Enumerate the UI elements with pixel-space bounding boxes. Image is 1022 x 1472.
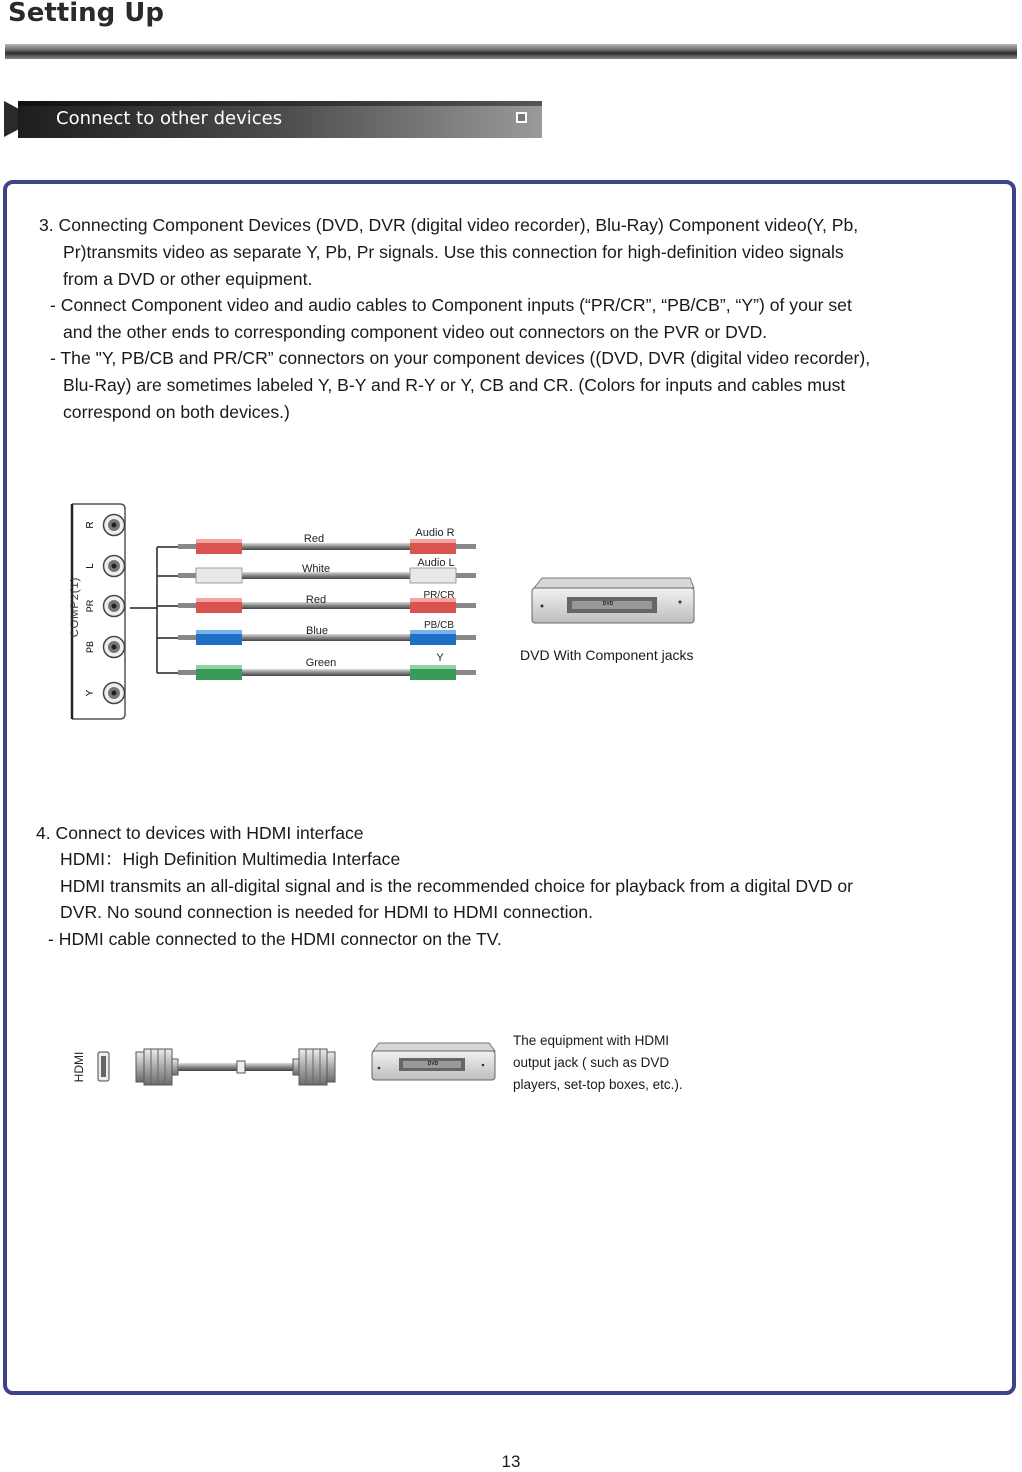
jack-label-pb: PB: [85, 640, 95, 654]
cable-end-label: PR/CR: [423, 590, 455, 601]
hdmi-heading: 4. Connect to devices with HDMI interface: [36, 823, 364, 843]
title-divider-bar: [5, 44, 1017, 59]
component-text-line: from a DVD or other equipment.: [63, 269, 313, 289]
jack-r: [104, 515, 125, 536]
banner-square-icon: [516, 112, 527, 123]
component-connection-diagram: [60, 498, 740, 724]
section-title: Connect to other devices: [56, 108, 283, 129]
hdmi-device-caption-line: The equipment with HDMI: [513, 1033, 670, 1048]
cable-red-audio: [178, 539, 476, 554]
jack-pb: [104, 637, 125, 658]
jack-label-r: R: [85, 521, 96, 529]
section-banner: [4, 101, 542, 138]
jack-label-pr: PR: [85, 599, 95, 613]
component-text-line: and the other ends to corresponding component video out connectors on the PVR or DVD.: [63, 322, 768, 342]
dvd-logo: DVD: [602, 601, 614, 607]
cable-end-label: Audio R: [415, 527, 455, 539]
cable-end-label: Audio L: [417, 557, 455, 569]
component-text-line: Pr)transmits video as separate Y, Pb, Pr signals. Use this connection for high-definition video signals: [63, 242, 844, 262]
panel-label: COMP2(1): [69, 576, 81, 638]
connection-bracket: [130, 547, 182, 673]
jack-l: [104, 556, 125, 577]
component-bullet: - The "Y, PB/CB and PR/CR” connectors on your component devices ((DVD, DVR (digital video recorder),: [50, 348, 871, 368]
cable-label: Red: [303, 533, 325, 545]
hdmi-cable-illustration: [136, 1049, 335, 1085]
dvd-caption: DVD With Component jacks: [520, 647, 694, 663]
hdmi-device-caption-line: players, set-top boxes, etc.).: [513, 1077, 683, 1092]
jack-label-l: L: [85, 563, 96, 569]
jack-pr: [104, 596, 125, 617]
hdmi-text-line: HDMI：High Definition Multimedia Interface: [60, 849, 401, 869]
hdmi-port-icon: [98, 1052, 109, 1081]
component-text-line: Blu-Ray) are sometimes labeled Y, B-Y and R-Y or Y, CB and CR. (Colors for inputs and cables must: [63, 375, 846, 395]
hdmi-port-label: HDMI: [72, 1051, 86, 1083]
cable-end-label: Y: [436, 652, 444, 664]
component-heading: 3. Connecting Component Devices (DVD, DVR (digital video recorder), Blu-Ray) Component video(Y, Pb,: [39, 215, 859, 235]
jack-y: [104, 683, 125, 704]
hdmi-device-caption-line: output jack ( such as DVD: [513, 1055, 670, 1070]
component-bullet: - Connect Component video and audio cables to Component inputs (“PR/CR”, “PB/CB”, “Y”) of your set: [50, 295, 852, 315]
hdmi-connection-diagram: [65, 1015, 745, 1115]
cable-end-label: PB/CB: [423, 620, 455, 631]
cable-label: Red: [305, 594, 327, 606]
page-number: 13: [501, 1452, 521, 1471]
cable-label: Blue: [305, 625, 329, 637]
jack-label-y: Y: [85, 689, 96, 697]
hdmi-text-line: HDMI transmits an all-digital signal and is the recommended choice for playback from a digital DVD or: [60, 876, 854, 896]
hdmi-text-line: DVR. No sound connection is needed for HDMI to HDMI connection.: [60, 902, 593, 922]
cable-label: Green: [305, 657, 337, 669]
hdmi-bullet: - HDMI cable connected to the HDMI connector on the TV.: [48, 929, 502, 949]
dvd-logo: DVD: [427, 1061, 439, 1067]
page-title: Setting Up: [8, 0, 165, 28]
cable-label: White: [301, 563, 331, 575]
component-text-line: correspond on both devices.): [63, 402, 290, 422]
